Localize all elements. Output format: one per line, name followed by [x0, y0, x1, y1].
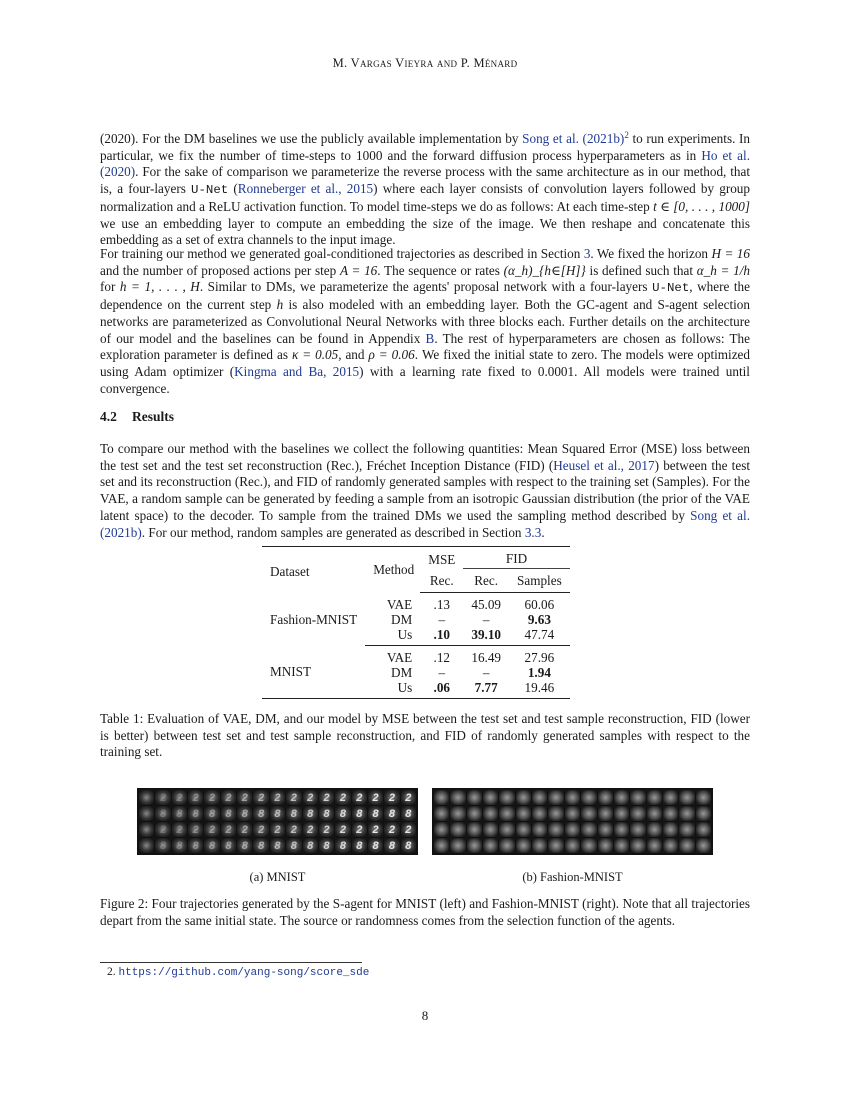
- trajectory-frame: [516, 790, 531, 805]
- trajectory-frame: [614, 790, 629, 805]
- trajectory-frame: [565, 806, 580, 821]
- method-cell: VAE: [386, 596, 413, 612]
- trajectory-frame: 8: [286, 838, 301, 853]
- trajectory-frame: [565, 838, 580, 853]
- trajectory-frame: 2: [155, 790, 170, 805]
- fid-rec-cell: 45.09: [471, 597, 502, 612]
- trajectory-frame: [630, 790, 645, 805]
- trajectory-frame: 8: [319, 838, 334, 853]
- trajectory-frame: 8: [384, 806, 399, 821]
- trajectory-frame: [139, 822, 154, 837]
- trajectory-frame: [630, 806, 645, 821]
- trajectory-frame: 8: [303, 806, 318, 821]
- fid-rec-cell: –: [482, 612, 490, 627]
- trajectory-frame: 8: [335, 838, 350, 853]
- trajectory-frame: [630, 838, 645, 853]
- math-inline: h = 1, . . . , H: [119, 279, 200, 295]
- trajectory-frame: 8: [172, 806, 187, 821]
- trajectory-frame: [483, 806, 498, 821]
- trajectory-frame: [696, 838, 711, 853]
- math-inline: ρ = 0.06: [368, 347, 415, 363]
- trajectory-frame: 2: [172, 790, 187, 805]
- trajectory-frame: 2: [384, 790, 399, 805]
- trajectory-frame: [548, 806, 563, 821]
- trajectory-frame: [483, 822, 498, 837]
- trajectory-frame: [532, 790, 547, 805]
- trajectory-frame: 8: [237, 806, 252, 821]
- footnote-url-link[interactable]: https://github.com/yang-song/score_sde: [118, 967, 370, 979]
- trajectory-frame: 8: [319, 806, 334, 821]
- trajectory-frame: 8: [368, 806, 383, 821]
- trajectory-frame: [483, 838, 498, 853]
- table-caption: Table 1: Evaluation of VAE, DM, and our model by MSE between the test set and test sample reconstruction, FID (lower is better) between test set and test sample reconstruction, and FID of randomly generated samples with respect to the training set.: [100, 711, 750, 760]
- mse-rec-cell: .12: [433, 650, 451, 665]
- trajectory-frame: 8: [221, 806, 236, 821]
- fid-rec-cell: 39.10: [463, 627, 509, 646]
- trajectory-frame: 8: [303, 838, 318, 853]
- trajectory-frame: 2: [319, 790, 334, 805]
- trajectory-frame: 8: [384, 838, 399, 853]
- trajectory-frame: 2: [352, 790, 367, 805]
- footnote-divider: [100, 962, 362, 963]
- subcaption-fashion-mnist: (b) Fashion-MNIST: [522, 870, 623, 884]
- trajectory-frame: 2: [286, 822, 301, 837]
- trajectory-frame: [532, 822, 547, 837]
- trajectory-frame: 2: [237, 790, 252, 805]
- mse-rec-cell: .13: [433, 597, 451, 612]
- fid-samples-cell: 19.46: [509, 680, 570, 699]
- trajectory-frame: 8: [352, 806, 367, 821]
- fid-samples-cell: 60.06: [524, 597, 555, 612]
- trajectory-frame: 8: [253, 806, 268, 821]
- trajectory-frame: [696, 806, 711, 821]
- trajectory-frame: [450, 822, 465, 837]
- trajectory-frame: [548, 790, 563, 805]
- trajectory-frame: 8: [286, 806, 301, 821]
- trajectory-frame: 2: [335, 822, 350, 837]
- trajectory-frame: 2: [253, 790, 268, 805]
- trajectory-frame: 8: [155, 806, 170, 821]
- figure-caption: Figure 2: Four trajectories generated by the S-agent for MNIST (left) and Fashion-MNIST (right). Note that all trajectories depart from the same initial state. The source or randomness comes from the selection function of the agents.: [100, 896, 750, 928]
- trajectory-frame: [581, 822, 596, 837]
- trajectory-frame: 8: [401, 838, 416, 853]
- trajectory-frame: [614, 822, 629, 837]
- footnote-marker[interactable]: 2: [624, 130, 629, 140]
- section-ref-link[interactable]: 3.3: [524, 524, 542, 540]
- citation-link[interactable]: Ronneberger et al., 2015: [237, 181, 374, 197]
- trajectory-frame: 2: [253, 822, 268, 837]
- trajectory-frame: 8: [401, 806, 416, 821]
- header-mse-rec: Rec.: [420, 569, 463, 593]
- trajectory-frame: 2: [270, 790, 285, 805]
- code-unet: U-Net: [191, 183, 229, 198]
- trajectory-frame: 8: [237, 838, 252, 853]
- trajectory-frame: 2: [319, 822, 334, 837]
- math-inline: A = 16: [339, 262, 378, 278]
- trajectory-frame: 8: [188, 838, 203, 853]
- trajectory-frame: [548, 838, 563, 853]
- trajectory-frame: [450, 838, 465, 853]
- trajectory-frame: 2: [221, 822, 236, 837]
- method-cell: Us: [365, 627, 420, 646]
- trajectory-frame: [434, 790, 449, 805]
- trajectory-frame: [679, 822, 694, 837]
- trajectory-frame: [565, 822, 580, 837]
- code-unet: U-Net: [652, 281, 690, 296]
- math-inline: α_h = 1/h: [696, 262, 750, 278]
- trajectory-frame: [598, 822, 613, 837]
- section-heading: 4.2 Results: [100, 409, 175, 424]
- trajectory-frame: [499, 806, 514, 821]
- trajectory-frame: [663, 822, 678, 837]
- header-fid-rec: Rec.: [463, 569, 509, 593]
- trajectory-frame: 8: [270, 806, 285, 821]
- trajectory-frame: [630, 822, 645, 837]
- fid-rec-cell: 7.77: [463, 680, 509, 699]
- trajectory-frame: [663, 790, 678, 805]
- method-cell: DM: [390, 612, 413, 627]
- page-number: 8: [421, 1008, 429, 1023]
- trajectory-frame: [516, 822, 531, 837]
- fid-samples-cell: 1.94: [527, 665, 551, 680]
- trajectory-frame: [679, 838, 694, 853]
- trajectory-frame: [581, 838, 596, 853]
- header-mse: MSE: [428, 552, 456, 568]
- trajectory-frame: 8: [335, 806, 350, 821]
- header-dataset: Dataset: [270, 564, 310, 580]
- mse-rec-cell: .10: [420, 627, 463, 646]
- mse-rec-cell: –: [438, 612, 446, 627]
- trajectory-frame: [598, 806, 613, 821]
- trajectory-frame: 8: [221, 838, 236, 853]
- section-ref-link[interactable]: 3: [583, 246, 591, 261]
- trajectory-frame: [499, 790, 514, 805]
- paragraph-dm-baselines: (2020). For the DM baselines we use the publicly available implementation by Song et al. (2021b)$^2$ to run experiments. In particular, we fix the number of time-steps to 1000 and the forward diffusion process hyperparameters as in Ho et al. (2020). For the sake of comparison we parameterize the reverse process with the same architecture as in our method, that is, a four-layers U-Net (Ronneberger et al., 2015) where each layer consists of convolution layers followed by group normalization and a ReLU activation function. To model time-steps we do as follows: At each time-step t ∈ [0, . . . , 1000] we use an embedding layer to compute an embedding the size of the image. We then reshape and concatenate this embedding as a set of extra channels to the input image.: [100, 130, 751, 248]
- trajectory-frame: [647, 790, 662, 805]
- trajectory-frame: [516, 838, 531, 853]
- mnist-trajectory-image: [137, 788, 418, 855]
- paragraph-results: To compare our method with the baselines we collect the following quantities: Mean Squared Error (MSE) loss between the test set and the test set reconstruction (Rec.), Fréchet Inception Distance (FID) (Heusel et al., 2017) between the test set and its reconstruction (Rec.), and FID of randomly generated samples with respect to the training set (Samples). For the VAE, a random sample can be generated by feeding a sample from an isotropic Gaussian distribution (the prior of the VAE latent space) to the decoder. To sample from the trained DMs we used the sampling method described by Song et al. (2021b). For our method, random samples are generated as described in Section 3.3.: [100, 441, 750, 540]
- trajectory-frame: [696, 822, 711, 837]
- table-row: [262, 646, 570, 666]
- trajectory-frame: [467, 806, 482, 821]
- trajectory-frame: 2: [188, 822, 203, 837]
- trajectory-frame: [581, 806, 596, 821]
- citation-link[interactable]: Song et al. (2021b): [522, 131, 625, 146]
- trajectory-frame: 2: [270, 822, 285, 837]
- math-inline: (α_h)_{h∈[H]}: [503, 262, 586, 278]
- trajectory-frame: 2: [204, 790, 219, 805]
- trajectory-frame: [516, 806, 531, 821]
- trajectory-frame: 2: [155, 822, 170, 837]
- trajectory-frame: 2: [237, 822, 252, 837]
- trajectory-frame: [647, 806, 662, 821]
- trajectory-frame: 2: [401, 790, 416, 805]
- footnote: 2. https://github.com/yang-song/score_sde: [107, 966, 370, 979]
- trajectory-frame: [647, 838, 662, 853]
- math-inline: h: [276, 297, 284, 313]
- trajectory-frame: 8: [155, 838, 170, 853]
- trajectory-frame: [598, 790, 613, 805]
- trajectory-frame: 2: [368, 790, 383, 805]
- trajectory-frame: [139, 806, 154, 821]
- trajectory-frame: 2: [221, 790, 236, 805]
- trajectory-frame: 8: [204, 806, 219, 821]
- fid-rec-cell: 16.49: [471, 650, 502, 665]
- trajectory-frame: 2: [286, 790, 301, 805]
- trajectory-frame: [467, 790, 482, 805]
- header-method: Method: [373, 562, 415, 578]
- trajectory-frame: 2: [368, 822, 383, 837]
- trajectory-frame: [679, 790, 694, 805]
- trajectory-frame: 2: [188, 790, 203, 805]
- trajectory-frame: [499, 822, 514, 837]
- trajectory-frame: [647, 822, 662, 837]
- table-row: [262, 593, 570, 613]
- citation-link[interactable]: Ho et al. (2020): [100, 147, 750, 180]
- subcaption-mnist: (a) MNIST: [249, 870, 306, 884]
- trajectory-frame: [434, 822, 449, 837]
- trajectory-frame: [139, 790, 154, 805]
- trajectory-frame: [663, 806, 678, 821]
- trajectory-frame: [467, 838, 482, 853]
- trajectory-frame: [663, 838, 678, 853]
- method-cell: VAE: [386, 650, 413, 665]
- appendix-ref-link[interactable]: B: [425, 330, 435, 346]
- fid-rec-cell: –: [482, 665, 490, 680]
- citation-link[interactable]: Song et al. (2021b): [100, 507, 750, 540]
- trajectory-frame: 8: [188, 806, 203, 821]
- trajectory-frame: 2: [401, 822, 416, 837]
- math-inline: H = 16: [711, 246, 750, 261]
- citation-link[interactable]: Heusel et al., 2017: [553, 457, 655, 473]
- fid-samples-cell: 9.63: [527, 612, 551, 627]
- trajectory-frame: 2: [335, 790, 350, 805]
- trajectory-frame: [450, 806, 465, 821]
- header-fid: FID: [463, 547, 569, 569]
- trajectory-frame: [139, 838, 154, 853]
- trajectory-frame: [598, 838, 613, 853]
- trajectory-frame: [614, 838, 629, 853]
- dataset-cell: Fashion-MNIST: [270, 611, 358, 627]
- trajectory-frame: [434, 838, 449, 853]
- trajectory-frame: [548, 822, 563, 837]
- trajectory-frame: 2: [384, 822, 399, 837]
- fid-samples-cell: 47.74: [509, 627, 570, 646]
- trajectory-frame: 8: [253, 838, 268, 853]
- trajectory-frame: 2: [204, 822, 219, 837]
- trajectory-frame: 8: [368, 838, 383, 853]
- trajectory-frame: [532, 838, 547, 853]
- trajectory-frame: 8: [270, 838, 285, 853]
- trajectory-frame: [483, 790, 498, 805]
- running-head: M. Vargas Vieyra and P. Ménard: [332, 56, 518, 70]
- trajectory-frame: [696, 790, 711, 805]
- dataset-cell: MNIST: [262, 646, 365, 699]
- header-fid-samples: Samples: [509, 569, 570, 593]
- trajectory-frame: [679, 806, 694, 821]
- trajectory-frame: 8: [352, 838, 367, 853]
- trajectory-frame: 2: [172, 822, 187, 837]
- trajectory-frame: 2: [352, 822, 367, 837]
- trajectory-frame: [581, 790, 596, 805]
- math-inline: t ∈ [0, . . . , 1000]: [653, 198, 750, 214]
- citation-link[interactable]: Kingma and Ba, 2015: [234, 363, 360, 379]
- method-cell: Us: [365, 680, 420, 699]
- trajectory-frame: [614, 806, 629, 821]
- fashion-mnist-trajectory-image: [432, 788, 713, 855]
- trajectory-frame: 2: [303, 790, 318, 805]
- trajectory-frame: [532, 806, 547, 821]
- mse-rec-cell: –: [438, 665, 446, 680]
- results-table: [262, 546, 570, 699]
- fid-samples-cell: 27.96: [524, 650, 555, 665]
- trajectory-frame: [467, 822, 482, 837]
- trajectory-frame: [565, 790, 580, 805]
- trajectory-frame: [450, 790, 465, 805]
- trajectory-frame: 8: [204, 838, 219, 853]
- paragraph-training: For training our method we generated goal-conditioned trajectories as described in Section 3. We fixed the horizon H = 16 and the number of proposed actions per step A = 16. The sequence or rates (α_h)_{h∈[H]} is defined such that α_h = 1/h for h = 1, . . . , H. Similar to DMs, we parameterize the agents' proposal network with a four-layers U-Net, where the dependence on the current step h is also modeled with an embedding layer. Both the GC-agent and S-agent selection networks are parameterized as Convolutional Neural Networks with three blocks each. Further details on the architecture of our model and the baselines can be found in Appendix B. The rest of hyperparameters are chosen as follows: The exploration parameter is defined as κ = 0.05, and ρ = 0.06. We fixed the initial state to zero. The models were optimized using Adam optimizer (Kingma and Ba, 2015) with a learning rate fixed to 0.0001. All models were trained until convergence.: [100, 246, 750, 396]
- mse-rec-cell: .06: [420, 680, 463, 699]
- trajectory-frame: 2: [303, 822, 318, 837]
- trajectory-frame: [434, 806, 449, 821]
- math-inline: κ = 0.05: [291, 347, 339, 363]
- method-cell: DM: [390, 665, 413, 680]
- trajectory-frame: [499, 838, 514, 853]
- trajectory-frame: 8: [172, 838, 187, 853]
